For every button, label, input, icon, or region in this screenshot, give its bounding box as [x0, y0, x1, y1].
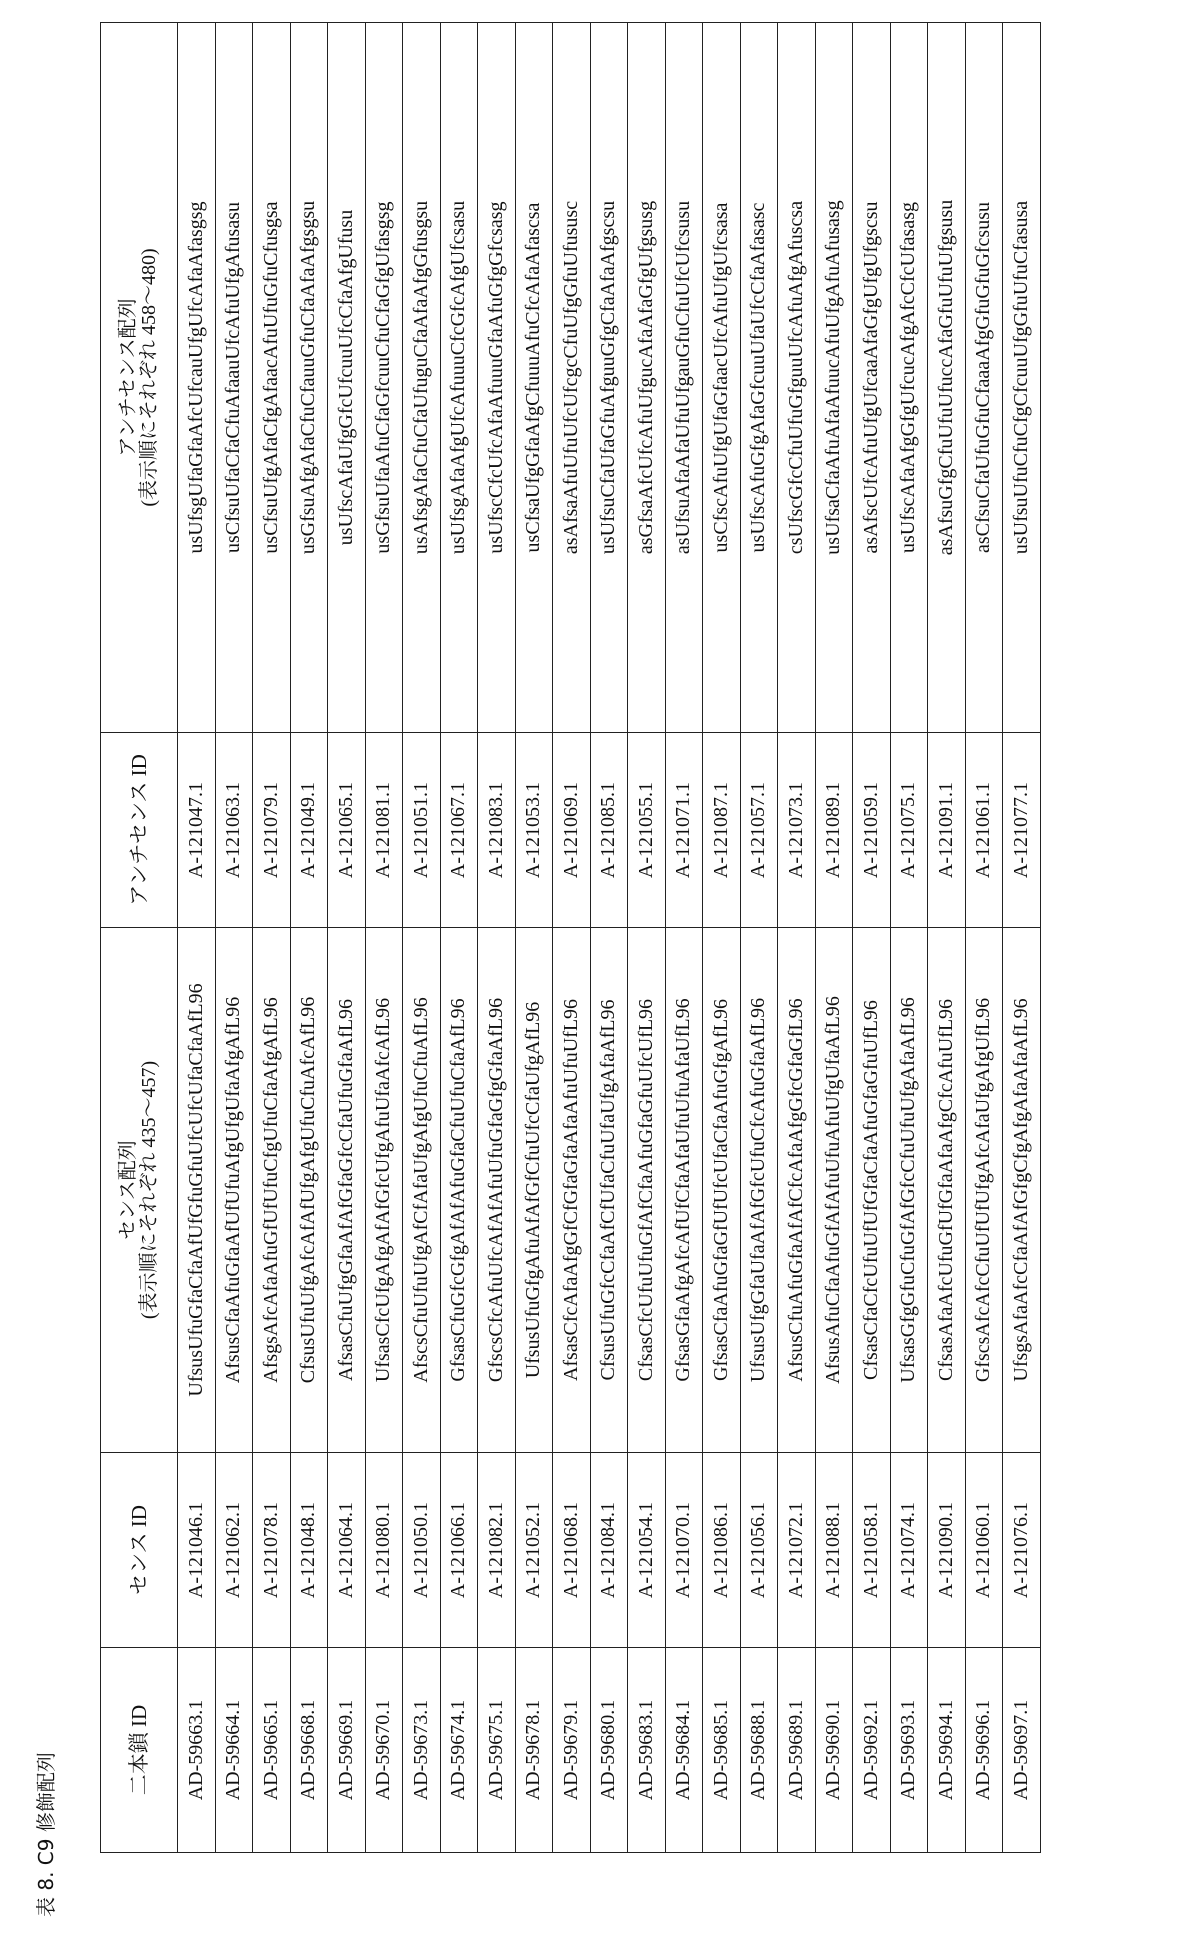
cell-sense-id: A-121056.1 [740, 1453, 778, 1648]
cell-sense-seq: UfsasCfcUfgAfgAfAfGfcUfgAfuUfaAfcAfL96 [365, 928, 403, 1453]
cell-sense-id: A-121058.1 [853, 1453, 891, 1648]
table-row [403, 23, 441, 1853]
cell-antisense-seq: usUfsgUfaGfaAfcUfcauUfgUfcAfaAfasgsg [178, 23, 216, 733]
cell-sense-id: A-121068.1 [553, 1453, 591, 1648]
cell-antisense-id: A-121077.1 [1003, 733, 1041, 928]
cell-sense-id: A-121050.1 [403, 1453, 441, 1648]
header-antisense-seq-label: アンチセンス配列 [117, 298, 139, 457]
cell-sense-id: A-121066.1 [440, 1453, 478, 1648]
table-row [328, 23, 366, 1853]
cell-sense-seq: AfsgsAfcAfaAfuGfUfUfuCfgUfuCfaAfgAfL96 [253, 928, 291, 1453]
cell-antisense-id: A-121057.1 [740, 733, 778, 928]
cell-duplex-id: AD-59668.1 [290, 1648, 328, 1853]
table-row [890, 23, 928, 1853]
cell-sense-seq: CfsasCfaCfcUfuUfUfGfaCfaAfuGfaGfuUfL96 [853, 928, 891, 1453]
cell-antisense-seq: usUfsaCfaAfuAfaAfuucAfuUfgAfuAfusasg [815, 23, 853, 733]
cell-sense-seq: AfsusCfuAfuGfaAfAfCfcAfaAfgGfcGfaGfL96 [778, 928, 816, 1453]
cell-antisense-seq: usGfsuAfgAfaCfuCfauuGfuCfaAfaAfgsgsu [290, 23, 328, 733]
cell-sense-id: A-121060.1 [965, 1453, 1003, 1648]
cell-sense-seq: CfsusUfuGfcCfaAfCfUfaCfuUfaUfgAfaAfL96 [590, 928, 628, 1453]
cell-sense-seq: GfscsCfcAfuUfcAfAfAfuUfuGfaGfgGfaAfL96 [478, 928, 516, 1453]
cell-antisense-id: A-121059.1 [853, 733, 891, 928]
cell-antisense-seq: asGfsaAfcUfcAfuUfgucAfaAfaGfgUfgsusg [628, 23, 666, 733]
cell-sense-seq: CfsasAfaAfcUfuGfUfGfaAfaAfgCfcAfuUfL96 [928, 928, 966, 1453]
cell-antisense-id: A-121065.1 [328, 733, 366, 928]
cell-sense-id: A-121062.1 [215, 1453, 253, 1648]
cell-duplex-id: AD-59685.1 [703, 1648, 741, 1853]
table-row [628, 23, 666, 1853]
cell-antisense-seq: usUfsgAfaAfgUfcAfuuuCfcGfcAfgUfcsasu [440, 23, 478, 733]
cell-sense-id: A-121088.1 [815, 1453, 853, 1648]
cell-antisense-seq: asUfsuAfaAfaUfuUfgauGfuCfuUfcUfcsusu [665, 23, 703, 733]
cell-duplex-id: AD-59696.1 [965, 1648, 1003, 1853]
cell-antisense-seq: usAfsgAfaCfuCfaUfuguCfaAfaAfgGfusgsu [403, 23, 441, 733]
cell-antisense-seq: asCfsuCfaUfuGfuCfaaaAfgGfuGfuGfcsusu [965, 23, 1003, 733]
cell-antisense-id: A-121091.1 [928, 733, 966, 928]
table-row [515, 23, 553, 1853]
cell-antisense-seq: usCfsaUfgGfaAfgCfuuuAfuCfcAfaAfascsa [515, 23, 553, 733]
header-duplex-id [101, 1648, 178, 1853]
cell-duplex-id: AD-59669.1 [328, 1648, 366, 1853]
header-sense-seq-label: センス配列 [117, 1140, 139, 1240]
header-sense-id [101, 1453, 178, 1648]
cell-sense-seq: UfsusUfgGfaUfaAfAfGfcUfuCfcAfuGfaAfL96 [740, 928, 778, 1453]
cell-sense-id: A-121054.1 [628, 1453, 666, 1648]
cell-sense-seq: AfsusAfuCfaAfuGfAfAfuUfuAfuUfgUfaAfL96 [815, 928, 853, 1453]
cell-antisense-seq: asAfscUfcAfuUfgUfcaaAfaGfgUfgUfgscsu [853, 23, 891, 733]
table-row [853, 23, 891, 1853]
cell-sense-seq: CfsusUfuUfgAfcAfAfUfgAfgUfuCfuAfcAfL96 [290, 928, 328, 1453]
table-row [440, 23, 478, 1853]
table-row [253, 23, 291, 1853]
cell-duplex-id: AD-59663.1 [178, 1648, 216, 1853]
cell-sense-seq: UfsasGfgGfuCfuGfAfGfcCfuUfuUfgAfaAfL96 [890, 928, 928, 1453]
cell-duplex-id: AD-59693.1 [890, 1648, 928, 1853]
cell-duplex-id: AD-59678.1 [515, 1648, 553, 1853]
cell-antisense-seq: usUfscCfcUfcAfaAfuuuGfaAfuGfgGfcsasg [478, 23, 516, 733]
header-antisense-id [101, 733, 178, 928]
table-row [665, 23, 703, 1853]
cell-antisense-seq: usUfscAfaAfgGfgUfcucAfgAfcCfcUfasasg [890, 23, 928, 733]
cell-antisense-id: A-121089.1 [815, 733, 853, 928]
cell-sense-seq: AfscsCfuUfuUfgAfCfAfaUfgAfgUfuCfuAfL96 [403, 928, 441, 1453]
cell-sense-id: A-121090.1 [928, 1453, 966, 1648]
cell-duplex-id: AD-59670.1 [365, 1648, 403, 1853]
cell-antisense-seq: usUfscAfaUfgGfcUfcuuUfcCfaAfgUfusu [328, 23, 366, 733]
cell-antisense-id: A-121079.1 [253, 733, 291, 928]
table-caption: 表 8. C9 修飾配列 [34, 1752, 58, 1917]
cell-antisense-seq: asAfsaAfuUfuUfcUfcgcCfuUfgGfuUfususc [553, 23, 591, 733]
cell-sense-seq: AfsasCfcAfaAfgGfCfGfaGfaAfaAfuUfuUfL96 [553, 928, 591, 1453]
cell-antisense-id: A-121061.1 [965, 733, 1003, 928]
table-row [703, 23, 741, 1853]
cell-duplex-id: AD-59665.1 [253, 1648, 291, 1853]
cell-antisense-id: A-121051.1 [403, 733, 441, 928]
table-row [778, 23, 816, 1853]
cell-sense-seq: GfsasCfaAfuGfaGfUfUfcUfaCfaAfuGfgAfL96 [703, 928, 741, 1453]
header-sense-id-label: センス ID [126, 1505, 151, 1595]
cell-sense-id: A-121046.1 [178, 1453, 216, 1648]
table-row [590, 23, 628, 1853]
cell-antisense-seq: usCfsuUfaCfaCfuAfaauUfcAfuUfgAfusasu [215, 23, 253, 733]
cell-duplex-id: AD-59664.1 [215, 1648, 253, 1853]
cell-sense-seq: GfscsAfcAfcCfuUfUfUfgAfcAfaUfgAfgUfL96 [965, 928, 1003, 1453]
cell-antisense-id: A-121047.1 [178, 733, 216, 928]
cell-duplex-id: AD-59694.1 [928, 1648, 966, 1853]
cell-duplex-id: AD-59692.1 [853, 1648, 891, 1853]
cell-duplex-id: AD-59684.1 [665, 1648, 703, 1853]
cell-antisense-id: A-121063.1 [215, 733, 253, 928]
table-row [965, 23, 1003, 1853]
cell-antisense-id: A-121055.1 [628, 733, 666, 928]
cell-antisense-seq: csUfscGfcCfuUfuGfguuUfcAfuAfgAfuscsa [778, 23, 816, 733]
cell-antisense-id: A-121053.1 [515, 733, 553, 928]
cell-duplex-id: AD-59674.1 [440, 1648, 478, 1853]
cell-sense-id: A-121078.1 [253, 1453, 291, 1648]
cell-sense-id: A-121070.1 [665, 1453, 703, 1648]
cell-antisense-id: A-121083.1 [478, 733, 516, 928]
cell-duplex-id: AD-59683.1 [628, 1648, 666, 1853]
cell-duplex-id: AD-59689.1 [778, 1648, 816, 1853]
cell-sense-id: A-121074.1 [890, 1453, 928, 1648]
cell-sense-id: A-121072.1 [778, 1453, 816, 1648]
cell-sense-id: A-121048.1 [290, 1453, 328, 1648]
cell-sense-id: A-121080.1 [365, 1453, 403, 1648]
cell-duplex-id: AD-59688.1 [740, 1648, 778, 1853]
cell-antisense-id: A-121081.1 [365, 733, 403, 928]
table-row [553, 23, 591, 1853]
cell-sense-seq: GfsasGfaAfgAfcAfUfCfaAfaUfuUfuAfaUfL96 [665, 928, 703, 1453]
table-row [290, 23, 328, 1853]
cell-sense-id: A-121082.1 [478, 1453, 516, 1648]
cell-antisense-id: A-121087.1 [703, 733, 741, 928]
table-body [178, 23, 1041, 1853]
cell-antisense-seq: usCfscAfuUfgUfaGfaacUfcAfuUfgUfcsasa [703, 23, 741, 733]
header-sense-seq-sublabel: (表示順にそれぞれ 435〜457) [138, 1060, 160, 1320]
table-row [1003, 23, 1041, 1853]
cell-sense-id: A-121076.1 [1003, 1453, 1041, 1648]
cell-sense-seq: AfsusCfaAfuGfaAfUfUfuAfgUfgUfaAfgAfL96 [215, 928, 253, 1453]
rotated-table-container [100, 23, 1041, 1853]
cell-duplex-id: AD-59679.1 [553, 1648, 591, 1853]
cell-sense-id: A-121064.1 [328, 1453, 366, 1648]
cell-sense-id: A-121052.1 [515, 1453, 553, 1648]
cell-antisense-id: A-121071.1 [665, 733, 703, 928]
cell-sense-seq: CfsasCfcUfuUfuGfAfCfaAfuGfaGfuUfcUfL96 [628, 928, 666, 1453]
cell-duplex-id: AD-59680.1 [590, 1648, 628, 1853]
cell-antisense-seq: asAfsuGfgCfuUfuUfuccAfaGfuUfuUfgsusu [928, 23, 966, 733]
cell-antisense-id: A-121085.1 [590, 733, 628, 928]
header-antisense-seq [101, 23, 178, 733]
table-row [478, 23, 516, 1853]
table-row [740, 23, 778, 1853]
cell-sense-seq: UfsusUfuGfaCfaAfUfGfuGfuUfcUfcUfaCfaAfL96 [178, 928, 216, 1453]
cell-sense-seq: UfsusUfuGfgAfuAfAfGfCfuUfcCfaUfgAfL96 [515, 928, 553, 1453]
header-antisense-seq-sublabel: (表示順にそれぞれ 458〜480) [138, 248, 160, 507]
cell-antisense-seq: usUfsuCfaUfaGfuAfguuGfgCfaAfaAfgscsu [590, 23, 628, 733]
header-row [101, 23, 178, 1853]
cell-sense-seq: UfsgsAfaAfcCfaAfAfGfgCfgAfgAfaAfaAfL96 [1003, 928, 1041, 1453]
table-row [928, 23, 966, 1853]
table-row [178, 23, 216, 1853]
cell-sense-id: A-121086.1 [703, 1453, 741, 1648]
cell-antisense-id: A-121073.1 [778, 733, 816, 928]
caption-wrap [30, 1657, 60, 1917]
modified-sequences-table [100, 22, 1041, 1853]
header-antisense-id-label: アンチセンス ID [126, 754, 151, 906]
cell-duplex-id: AD-59673.1 [403, 1648, 441, 1853]
cell-antisense-id: A-121049.1 [290, 733, 328, 928]
cell-antisense-id: A-121067.1 [440, 733, 478, 928]
cell-antisense-seq: usUfsuUfuCfuCfgCfcuuUfgGfuUfuCfasusa [1003, 23, 1041, 733]
table-row [215, 23, 253, 1853]
cell-antisense-seq: usGfsuUfaAfuCfaGfcuuCfuCfaGfgUfasgsg [365, 23, 403, 733]
cell-duplex-id: AD-59697.1 [1003, 1648, 1041, 1853]
cell-sense-seq: GfsasCfuGfcGfgAfAfAfuGfaCfuUfuCfaAfL96 [440, 928, 478, 1453]
cell-antisense-id: A-121069.1 [553, 733, 591, 928]
cell-sense-seq: AfsasCfuUfgGfaAfAfGfaGfcCfaUfuGfaAfL96 [328, 928, 366, 1453]
header-sense-seq [101, 928, 178, 1453]
table-row [365, 23, 403, 1853]
cell-sense-id: A-121084.1 [590, 1453, 628, 1648]
table-row [815, 23, 853, 1853]
cell-duplex-id: AD-59690.1 [815, 1648, 853, 1853]
cell-duplex-id: AD-59675.1 [478, 1648, 516, 1853]
cell-antisense-seq: usCfsuUfgAfaCfgAfaacAfuUfuGfuCfusgsa [253, 23, 291, 733]
header-duplex-id-label: 二本鎖 ID [126, 1704, 151, 1796]
cell-antisense-seq: usUfscAfuGfgAfaGfcuuUfaUfcCfaAfasasc [740, 23, 778, 733]
cell-antisense-id: A-121075.1 [890, 733, 928, 928]
